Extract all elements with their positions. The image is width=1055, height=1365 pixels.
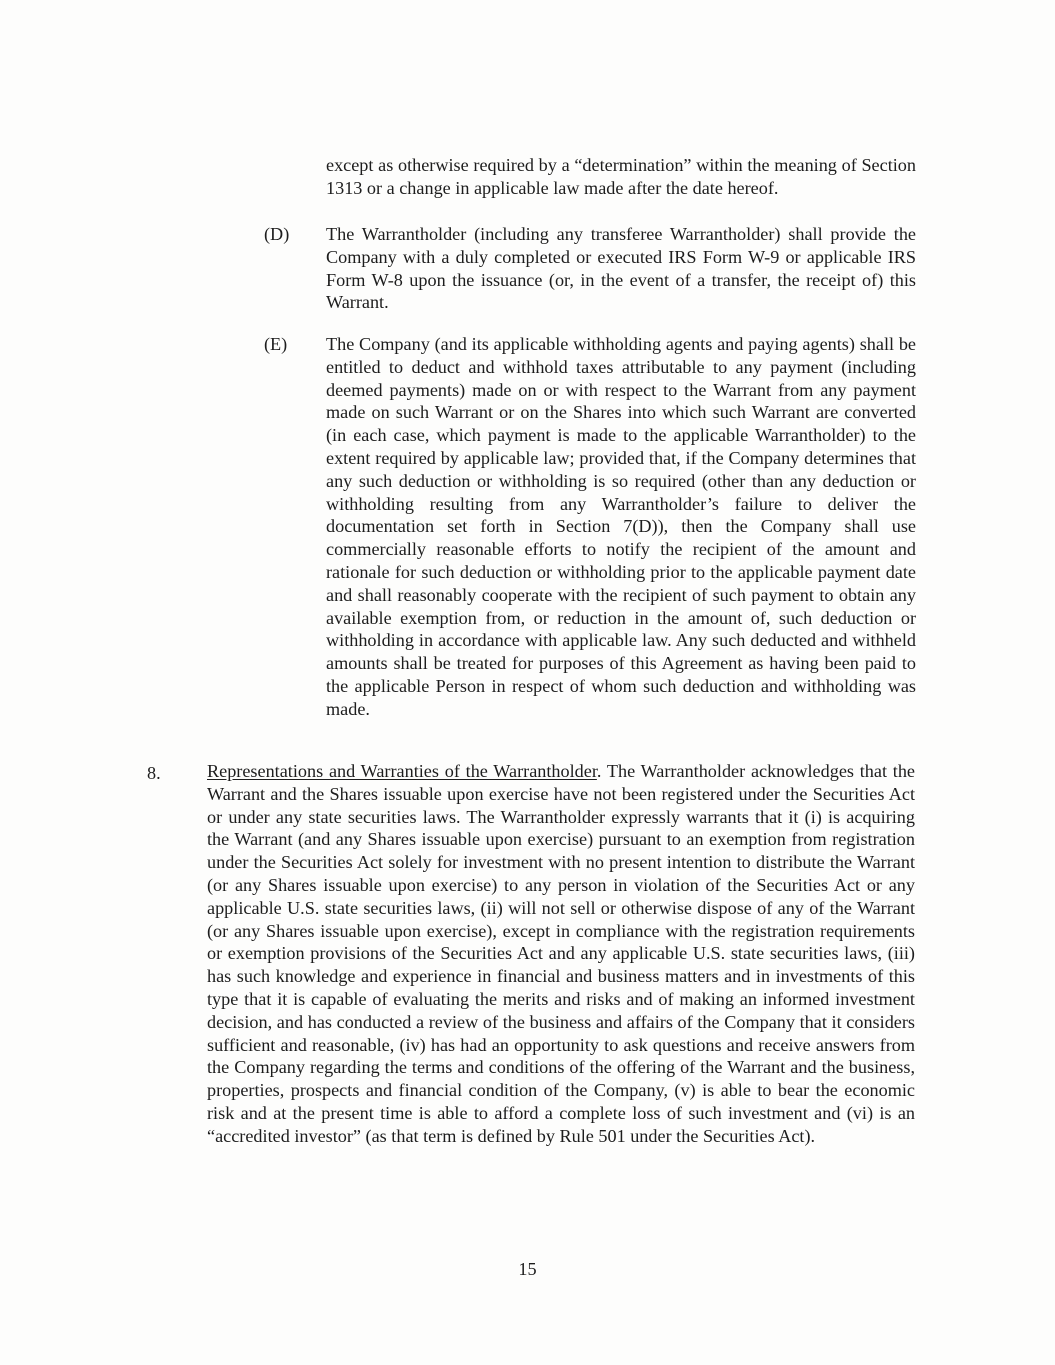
page-number: 15 — [518, 1259, 537, 1279]
section-8-heading: Representations and Warranties of the Warrantholder — [207, 761, 597, 781]
continuation-paragraph: except as otherwise required by a “determination” within the meaning of Section 1313 or a change in applicable law made after the date hereof. — [326, 155, 916, 198]
subsection-d — [264, 223, 916, 314]
section-8-heading-period: . — [596, 761, 602, 781]
subsection-e-text: The Company (and its applicable withholding agents and paying agents) shall be entitled to deduct and withhold taxes attributable to any payment (including deemed payments) made on or with respect to the Warrant from any payment made on such Warrant or on the Shares into which such Warrant are converted (in each case, which payment is made to the applicable Warrantholder) to the extent required by applicable law; provided that, if the Company determines that any such deduction or withholding is so required (other than any deduction or withholding resulting from any Warrantholder’s failure to deliver the documentation set forth in Section 7(D)), then the Company shall use commercially reasonable efforts to notify the recipient of the amount and rationale for such deduction or withholding prior to the applicable payment date and shall reasonably cooperate with the recipient of such payment to obtain any available exemption from, or reduction in the amount of, such deduction or withholding in accordance with applicable law. Any such deducted and withheld amounts shall be treated for purposes of this Agreement as having been paid to the applicable Person in respect of whom such deduction and withholding was made. — [326, 334, 916, 719]
section-8-body: The Warrantholder acknowledges that the Warrant and the Shares issuable upon exercise have not been registered under the Securities Act or under any state securities laws. The Warrantholder expressly warrants that it (i) is acquiring the Warrant (and any Shares issuable upon exercise) pursuant to an exemption from registration under the Securities Act solely for investment with no present intention to distribute the Warrant (or any Shares issuable upon exercise) to any person in violation of the Securities Act or any applicable U.S. state securities laws, (ii) will not sell or otherwise dispose of any of the Warrant (or any Shares issuable upon exercise), except in compliance with the registration requirements or exemption provisions of the Securities Act and any applicable U.S. state securities laws, (iii) has such knowledge and experience in financial and business matters and in investments of this type that it is capable of evaluating the merits and risks and of making an informed investment decision, and has conducted a review of the business and affairs of the Company that it considers sufficient and reasonable, (iv) has had an opportunity to ask questions and receive answers from the Company regarding the terms and conditions of the offering of the Warrant and the business, properties, prospects and financial condition of the Company, (v) is able to bear the economic risk and at the present time is able to afford a complete loss of such investment and (vi) is an “accredited investor” (as that term is defined by Rule 501 under the Securities Act). — [207, 761, 916, 1146]
subsection-e-label: (E) — [264, 334, 288, 354]
section-8-number: 8. — [147, 763, 161, 783]
subsection-d-text: The Warrantholder (including any transferee Warrantholder) shall provide the Company with a duly completed or executed IRS Form W-9 or applicable IRS Form W-8 upon the issuance (or, in the event of a transfer, the receipt of) this Warrant. — [326, 224, 916, 313]
section-8 — [147, 760, 916, 1148]
subsection-d-label: (D) — [264, 224, 290, 244]
section-8-paragraph — [207, 760, 915, 1148]
subsection-e — [264, 333, 916, 721]
